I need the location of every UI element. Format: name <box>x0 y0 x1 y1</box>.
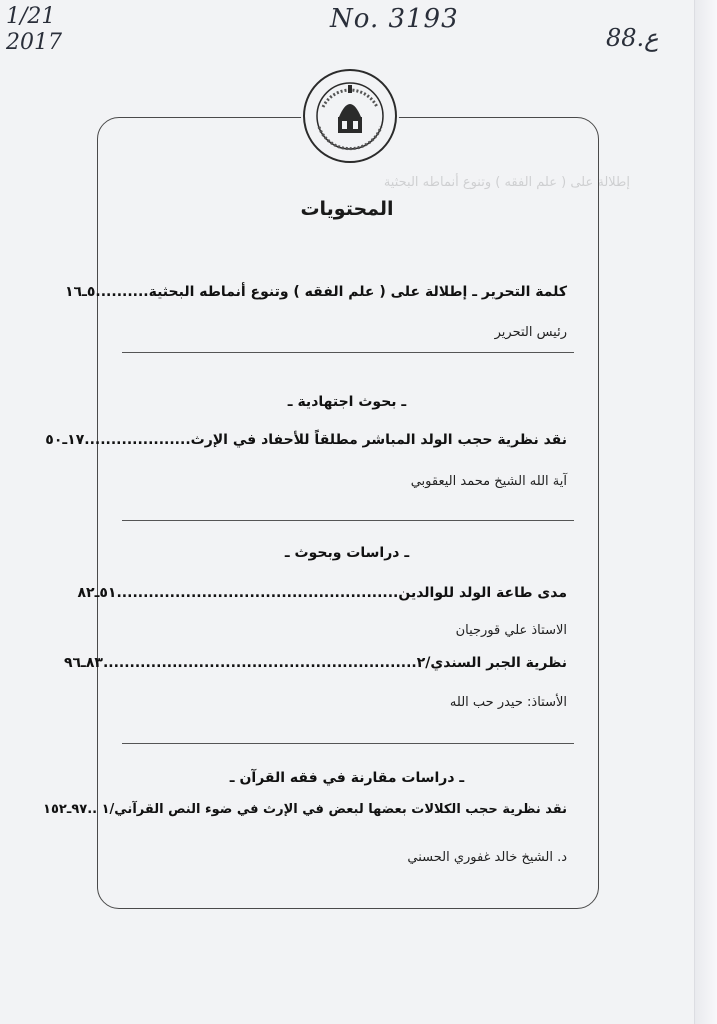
section-title-comparative: ـ دراسات مقارنة في فقه القرآن ـ <box>229 770 465 786</box>
toc-entry-obedience: مدى طاعة الولد للوالدين.....................................................٥١ـ٨٢ <box>77 585 567 601</box>
toc-entry-inheritance-blocking: نقد نظرية حجب الولد المباشر مطلقاً للأحفاد في الإرث....................١٧ـ٥٠ <box>45 432 567 448</box>
seal-logo <box>301 67 399 165</box>
handwritten-catalog-number: No. 3193 <box>330 4 459 34</box>
page-edge <box>694 0 717 1024</box>
handwritten-number-top: 1/21 <box>6 4 56 29</box>
toc-author-yaqoubi: آية الله الشيخ محمد اليعقوبي <box>410 474 567 489</box>
toc-entry-jabr-sanadi: نظرية الجبر السندي/٢...........................................................٨٣ـ٩٦ <box>63 655 567 671</box>
handwritten-page-mark: 88.ع <box>606 24 659 52</box>
page-title: المحتويات <box>300 198 394 220</box>
toc-entry-kalala: نقد نظرية حجب الكلالات بعضها لبعض في الإرث في ضوء النص القرآني/١ ..٩٧ـ١٥٢ <box>43 802 567 817</box>
section-title-ijtihad: ـ بحوث اجتهادية ـ <box>287 394 407 410</box>
divider <box>122 743 574 744</box>
bleed-through-text: إطلالة على ( علم الفقه ) وتنوع أنماطه البحثية <box>383 175 630 190</box>
toc-author-hobbollah: الأستاذ: حيدر حب الله <box>449 695 567 710</box>
toc-author-ghafouri: د. الشيخ خالد غفوري الحسني <box>407 850 567 865</box>
toc-author-qourjian: الاستاذ علي قورجيان <box>455 623 567 638</box>
contents-frame <box>97 117 599 909</box>
toc-author-editorial: رئيس التحرير <box>494 325 567 340</box>
seal-icon <box>301 67 399 165</box>
toc-entry-editorial: كلمة التحرير ـ إطلالة على ( علم الفقه ) وتنوع أنماطه البحثية..........٥ـ١٦ <box>64 284 567 300</box>
handwritten-year: 2017 <box>6 30 62 55</box>
divider <box>122 352 574 353</box>
section-title-studies: ـ دراسات وبحوث ـ <box>284 545 410 561</box>
divider <box>122 520 574 521</box>
